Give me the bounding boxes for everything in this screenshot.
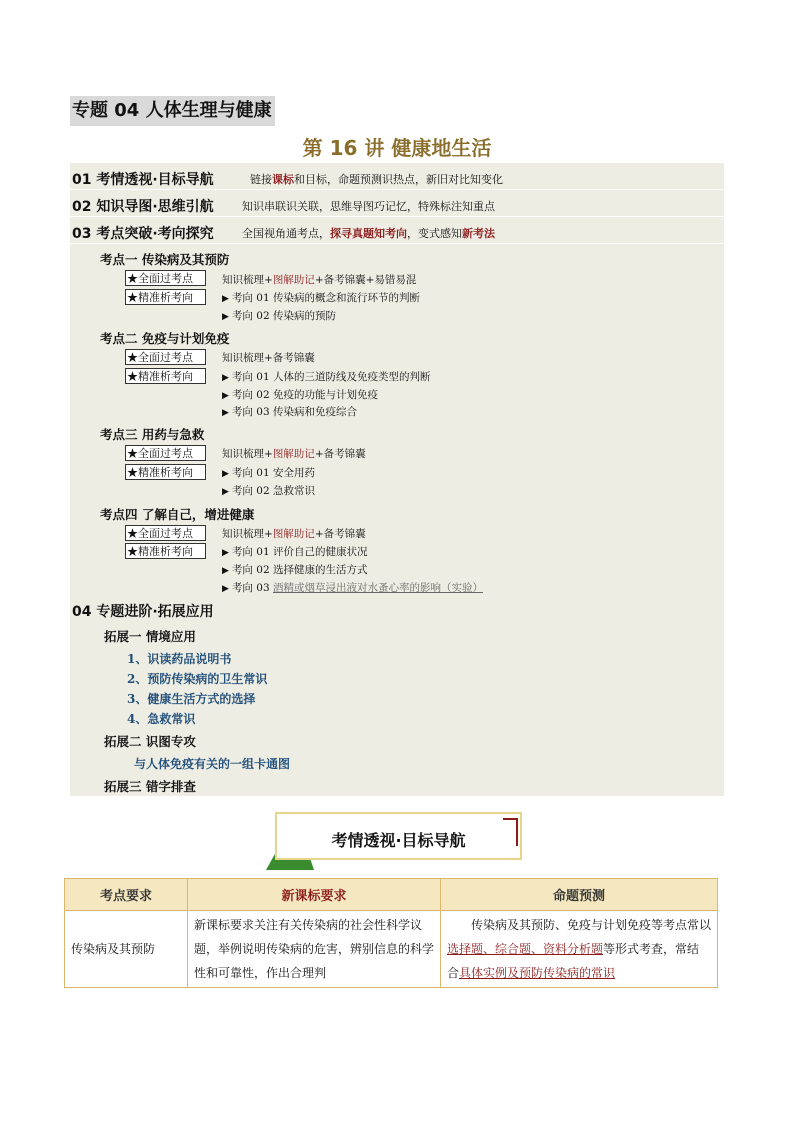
tag-full-4: ★全面过考点: [125, 525, 206, 541]
arrow-icon: ▶: [222, 584, 229, 594]
ext-3-title: 拓展三 错字排查: [104, 779, 196, 794]
toc-row-01: [70, 163, 724, 190]
kaodian-1-dir-1[interactable]: ▶ 考向 01 传染病的概念和流行环节的判断: [222, 292, 420, 304]
ext-1-item-3[interactable]: 3、健康生活方式的选择: [127, 692, 256, 706]
ext-1-item-1[interactable]: 1、识读药品说明书: [127, 652, 232, 666]
tag-full-3: ★全面过考点: [125, 445, 206, 461]
section-03-title: 03 考点突破·考向探究: [72, 226, 214, 242]
arrow-icon: ▶: [222, 487, 229, 497]
section-01-title: 01 考情透视·目标导航: [72, 172, 214, 188]
requirements-table: [64, 878, 718, 988]
arrow-icon: ▶: [222, 408, 229, 418]
arrow-icon: ▶: [222, 566, 229, 576]
table-row: [65, 911, 718, 988]
ext-1-item-2[interactable]: 2、预防传染病的卫生常识: [127, 672, 268, 686]
kaodian-3-dir-2[interactable]: ▶ 考向 02 急救常识: [222, 485, 315, 497]
kaodian-4-dir-2[interactable]: ▶ 考向 02 选择健康的生活方式: [222, 564, 368, 576]
header-topic: 考点要求: [65, 879, 188, 911]
kaodian-4-dir-3[interactable]: ▶ 考向 03 酒精或烟草浸出液对水蚤心率的影响（实验）: [222, 582, 483, 594]
toc-row-02: [70, 190, 724, 217]
tag-full-1: ★全面过考点: [125, 270, 206, 286]
banner-title: 考情透视·目标导航: [331, 831, 466, 850]
ext-2-item[interactable]: 与人体免疫有关的一组卡通图: [134, 757, 291, 771]
lecture-title: 第 16 讲 健康地生活: [302, 136, 492, 160]
arrow-icon: ▶: [222, 391, 229, 401]
kaodian-4-title: 考点四 了解自己，增进健康: [100, 507, 255, 522]
tag-precise-1: ★精准析考向: [125, 289, 206, 305]
header-prediction: 命题预测: [441, 879, 718, 911]
tag-precise-3: ★精准析考向: [125, 464, 206, 480]
kaodian-3-dir-1[interactable]: ▶ 考向 01 安全用药: [222, 467, 315, 479]
section-04-title: 04 专题进阶·拓展应用: [72, 604, 214, 620]
arrow-icon: ▶: [222, 294, 229, 304]
kaodian-2-dir-1[interactable]: ▶ 考向 01 人体的三道防线及免疫类型的判断: [222, 371, 431, 383]
section-02-desc: 知识串联识关联，思维导图巧记忆，特殊标注知重点: [242, 200, 495, 213]
section-02-title: 02 知识导图·思维引航: [72, 199, 214, 215]
toc-row-03: [70, 217, 724, 244]
toc-panel: [70, 163, 724, 796]
kaodian-4-dir-1[interactable]: ▶ 考向 01 评价自己的健康状况: [222, 546, 368, 558]
header-requirement: 新课标要求: [188, 879, 441, 911]
kaodian-3-title: 考点三 用药与急救: [100, 427, 205, 442]
table-header-row: [65, 879, 718, 911]
arrow-icon: ▶: [222, 469, 229, 479]
tag-precise-2: ★精准析考向: [125, 368, 206, 384]
topic-title: 专题 04 人体生理与健康: [70, 96, 275, 126]
cell-topic: 传染病及其预防: [65, 911, 188, 988]
tag-precise-4: ★精准析考向: [125, 543, 206, 559]
section-01-desc: 链接课标和目标，命题预测识热点，新旧对比知变化: [250, 173, 503, 186]
kaodian-2-dir-2[interactable]: ▶ 考向 02 免疫的功能与计划免疫: [222, 389, 378, 401]
section-03-desc: 全国视角通考点，探寻真题知考向，变式感知新考法: [242, 227, 495, 240]
kaodian-2-title: 考点二 免疫与计划免疫: [100, 331, 230, 346]
kaodian-1-full-line: 知识梳理+图解助记+备考锦囊+易错易混: [222, 274, 417, 286]
kaodian-2-dir-3[interactable]: ▶ 考向 03 传染病和免疫综合: [222, 406, 357, 418]
kaodian-4-full-line: 知识梳理+图解助记+备考锦囊: [222, 528, 366, 540]
ext-1-item-4[interactable]: 4、急救常识: [127, 712, 196, 726]
ext-2-title: 拓展二 识图专攻: [104, 734, 196, 749]
tag-full-2: ★全面过考点: [125, 349, 206, 365]
kaodian-1-title: 考点一 传染病及其预防: [100, 252, 230, 267]
bracket-decoration: [503, 818, 518, 846]
ext-1-title: 拓展一 情境应用: [104, 629, 196, 644]
arrow-icon: ▶: [222, 548, 229, 558]
section-banner: [275, 812, 522, 860]
cell-prediction: 传染病及其预防、免疫与计划免疫等考点常以选择题、综合题、资料分析题等形式考查，常结合具体实例及预防传染病的常识: [441, 911, 718, 988]
cell-requirement: 新课标要求关注有关传染病的社会性科学议题，举例说明传染病的危害，辨别信息的科学性和可靠性，作出合理判: [188, 911, 441, 988]
kaodian-3-full-line: 知识梳理+图解助记+备考锦囊: [222, 448, 366, 460]
arrow-icon: ▶: [222, 312, 229, 322]
arrow-icon: ▶: [222, 373, 229, 383]
kaodian-2-full-line: 知识梳理+备考锦囊: [222, 352, 315, 364]
kaodian-1-dir-2[interactable]: ▶ 考向 02 传染病的预防: [222, 310, 336, 322]
